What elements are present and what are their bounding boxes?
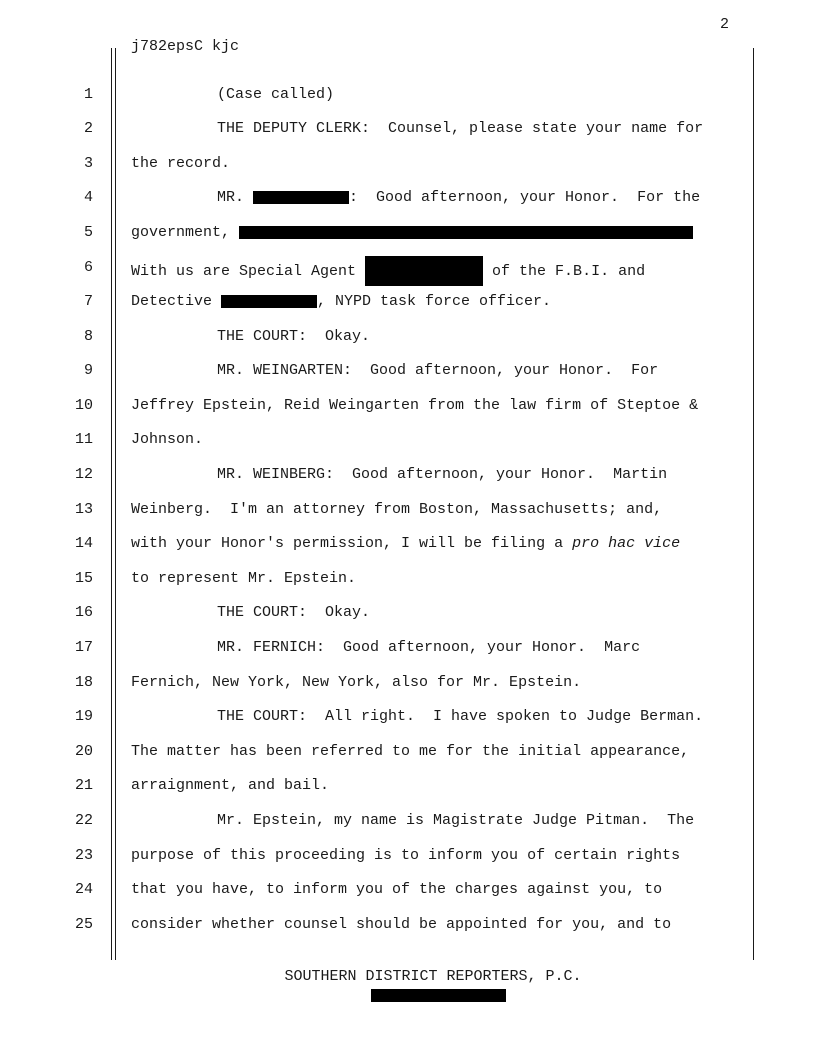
line-number: 21 (74, 777, 93, 794)
line-number: 6 (83, 259, 93, 276)
line-text: (Case called) (217, 86, 335, 103)
transcript-line (0, 532, 816, 556)
transcript-line (0, 671, 816, 695)
header-code: j782epsC kjc (131, 38, 240, 55)
line-text-segment: Detective (131, 293, 222, 310)
line-text: Fernich, New York, New York, also for Mr. Epstein. (131, 674, 582, 691)
footer-redaction-box (371, 989, 506, 1002)
transcript-line (0, 152, 816, 176)
transcript-line (0, 809, 816, 833)
line-number: 9 (83, 362, 93, 379)
transcript-line (0, 463, 816, 487)
transcript-line (0, 844, 816, 868)
line-text-segment: government, (131, 224, 240, 241)
transcript-line (0, 498, 816, 522)
line-number: 11 (74, 431, 93, 448)
line-text (131, 532, 680, 556)
page-number: 2 (719, 16, 729, 33)
line-text: Johnson. (131, 431, 204, 448)
transcript-line (0, 290, 816, 314)
line-text: Mr. Epstein, my name is Magistrate Judge Pitman. The (217, 812, 695, 829)
line-number: 15 (74, 570, 93, 587)
line-text: MR. WEINBERG: Good afternoon, your Honor. Martin (217, 466, 668, 483)
line-text: MR. WEINGARTEN: Good afternoon, your Honor. For (217, 362, 659, 379)
transcript-line (0, 705, 816, 729)
transcript-line (0, 740, 816, 764)
line-text: THE COURT: Okay. (217, 328, 371, 345)
transcript-line (0, 186, 816, 210)
line-number: 8 (83, 328, 93, 345)
redaction-box (239, 226, 693, 239)
transcript-line (0, 913, 816, 937)
transcript-line (0, 117, 816, 141)
line-text: THE COURT: Okay. (217, 604, 371, 621)
transcript-line (0, 428, 816, 452)
transcript-line (0, 774, 816, 798)
line-number: 20 (74, 743, 93, 760)
line-text-italic: pro hac vice (572, 535, 681, 552)
line-number: 5 (83, 224, 93, 241)
line-text-segment: , NYPD task force officer. (317, 293, 552, 310)
line-number: 4 (83, 189, 93, 206)
line-number: 19 (74, 708, 93, 725)
line-number: 25 (74, 916, 93, 933)
line-text-segment: MR. (217, 189, 254, 206)
line-text: consider whether counsel should be appointed for you, and to (131, 916, 672, 933)
line-number: 12 (74, 466, 93, 483)
line-text: that you have, to inform you of the charges against you, to (131, 881, 663, 898)
line-text-segment: of the F.B.I. and (483, 262, 646, 280)
transcript-line (0, 325, 816, 349)
line-text (131, 221, 693, 245)
line-number: 13 (74, 501, 93, 518)
transcript-line (0, 83, 816, 107)
line-number: 16 (74, 604, 93, 621)
transcript-line (0, 221, 816, 245)
line-text: THE DEPUTY CLERK: Counsel, please state your name for (217, 120, 704, 137)
line-number: 23 (74, 847, 93, 864)
redaction-box (253, 191, 349, 204)
line-number: 7 (83, 293, 93, 310)
line-text: Weinberg. I'm an attorney from Boston, Massachusetts; and, (131, 501, 663, 518)
line-number: 17 (74, 639, 93, 656)
line-text-segment: With us are Special Agent (131, 262, 366, 280)
line-number: 3 (83, 155, 93, 172)
redaction-box (221, 295, 317, 308)
line-text-segment: : Good afternoon, your Honor. For the (349, 189, 701, 206)
line-text: to represent Mr. Epstein. (131, 570, 357, 587)
transcript-line (0, 601, 816, 625)
line-text-segment: with your Honor's permission, I will be filing a (131, 535, 573, 552)
transcript-line (0, 359, 816, 383)
line-number: 18 (74, 674, 93, 691)
redaction-box (365, 256, 483, 286)
transcript-line (0, 256, 816, 280)
line-number: 14 (74, 535, 93, 552)
transcript-line (0, 394, 816, 418)
line-text: the record. (131, 155, 231, 172)
line-text (131, 290, 551, 314)
line-text: arraignment, and bail. (131, 777, 330, 794)
transcript-line (0, 636, 816, 660)
line-text (217, 186, 700, 210)
footer-reporter: SOUTHERN DISTRICT REPORTERS, P.C. (284, 968, 582, 985)
line-text: THE COURT: All right. I have spoken to Judge Berman. (217, 708, 704, 725)
line-number: 24 (74, 881, 93, 898)
line-text: MR. FERNICH: Good afternoon, your Honor. Marc (217, 639, 641, 656)
line-number: 1 (83, 86, 93, 103)
line-number: 22 (74, 812, 93, 829)
line-number: 2 (83, 120, 93, 137)
line-text: Jeffrey Epstein, Reid Weingarten from the law firm of Steptoe & (131, 397, 699, 414)
transcript-line (0, 878, 816, 902)
line-text: The matter has been referred to me for the initial appearance, (131, 743, 690, 760)
transcript-line (0, 567, 816, 591)
line-number: 10 (74, 397, 93, 414)
line-text (131, 256, 645, 286)
line-text: purpose of this proceeding is to inform you of certain rights (131, 847, 681, 864)
